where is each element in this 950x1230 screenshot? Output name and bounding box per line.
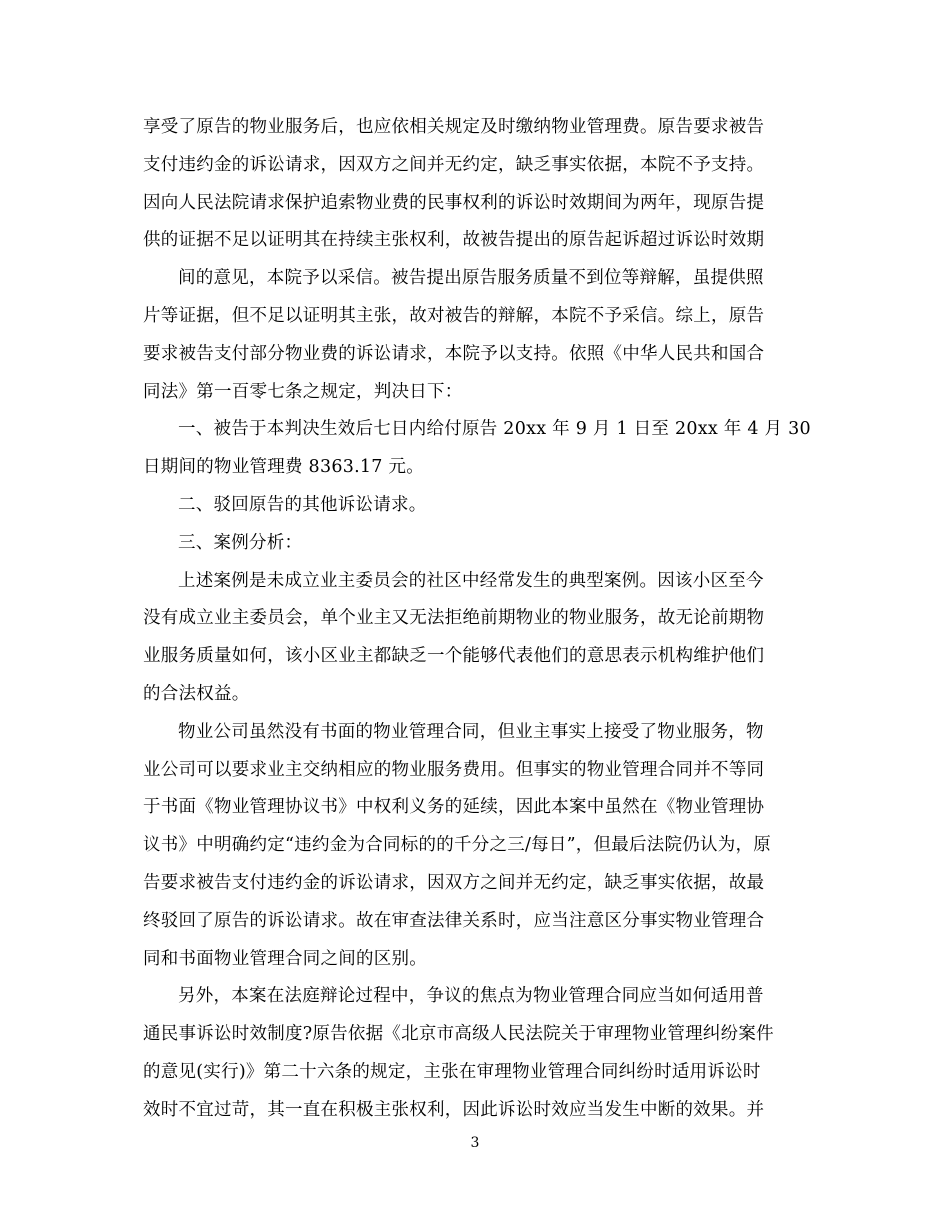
text-line: 二、驳回原告的其他诉讼请求。 bbox=[178, 494, 427, 515]
text-line: 的合法权益。 bbox=[143, 683, 250, 704]
text-line: 终驳回了原告的诉讼请求。故在审查法律关系时，应当注意区分事实物业管理合 bbox=[143, 910, 765, 931]
text-line: 一、被告于本判决生效后七日内给付原告 20xx 年 9 月 1 日至 20xx 年 4 月 30 bbox=[178, 419, 811, 440]
text-line: 片等证据，但不足以证明其主张，故对被告的辩解，本院不予采信。综上，原告 bbox=[143, 305, 765, 326]
text-line: 支付违约金的诉讼请求，因双方之间并无约定，缺乏事实依据，本院不予支持。 bbox=[143, 154, 765, 175]
text-line: 供的证据不足以证明其在持续主张权利，故被告提出的原告起诉超过诉讼时效期 bbox=[143, 230, 765, 251]
text-line: 要求被告支付部分物业费的诉讼请求，本院予以支持。依照《中华人民共和国合 bbox=[143, 343, 765, 364]
text-line: 同法》第一百零七条之规定，判决日下： bbox=[143, 381, 463, 402]
document-body bbox=[143, 109, 811, 1130]
text-line: 同和书面物业管理合同之间的区别。 bbox=[143, 948, 427, 969]
text-line: 于书面《物业管理协议书》中权利义务的延续，因此本案中虽然在《物业管理协 bbox=[143, 797, 765, 818]
text-line: 的意见(实行)》第二十六条的规定，主张在审理物业管理合同纠纷时适用诉讼时 bbox=[143, 1061, 761, 1082]
text-line: 没有成立业主委员会，单个业主又无法拒绝前期物业的物业服务，故无论前期物 bbox=[143, 608, 765, 629]
text-line: 业服务质量如何，该小区业主都缺乏一个能够代表他们的意思表示机构维护他们 bbox=[143, 646, 765, 667]
text-line: 日期间的物业管理费 8363.17 元。 bbox=[143, 457, 424, 478]
text-line: 通民事诉讼时效制度?原告依据《北京市高级人民法院关于审理物业管理纠纷案件 bbox=[143, 1024, 774, 1045]
text-line: 告要求被告支付违约金的诉讼请求，因双方之间并无约定，缺乏事实依据，故最 bbox=[143, 872, 765, 893]
text-line: 物业公司虽然没有书面的物业管理合同，但业主事实上接受了物业服务，物 bbox=[178, 721, 764, 742]
text-line: 享受了原告的物业服务后，也应依相关规定及时缴纳物业管理费。原告要求被告 bbox=[143, 117, 765, 137]
page-number: 3 bbox=[470, 1135, 480, 1151]
text-line: 因向人民法院请求保护追索物业费的民事权利的诉讼时效期间为两年，现原告提 bbox=[143, 192, 765, 213]
text-line: 效时不宜过苛，其一直在积极主张权利，因此诉讼时效应当发生中断的效果。并 bbox=[143, 1099, 765, 1120]
text-line: 业公司可以要求业主交纳相应的物业服务费用。但事实的物业管理合同并不等同 bbox=[143, 759, 765, 780]
text-line: 议书》中明确约定“违约金为合同标的的千分之三/每日”，但最后法院仍认为，原 bbox=[143, 835, 772, 856]
text-line: 上述案例是未成立业主委员会的社区中经常发生的典型案例。因该小区至今 bbox=[178, 570, 764, 591]
text-line: 间的意见，本院予以采信。被告提出原告服务质量不到位等辩解，虽提供照 bbox=[178, 268, 764, 289]
text-line: 另外，本案在法庭辩论过程中，争议的焦点为物业管理合同应当如何适用普 bbox=[178, 986, 764, 1007]
text-line: 三、案例分析： bbox=[178, 532, 303, 553]
